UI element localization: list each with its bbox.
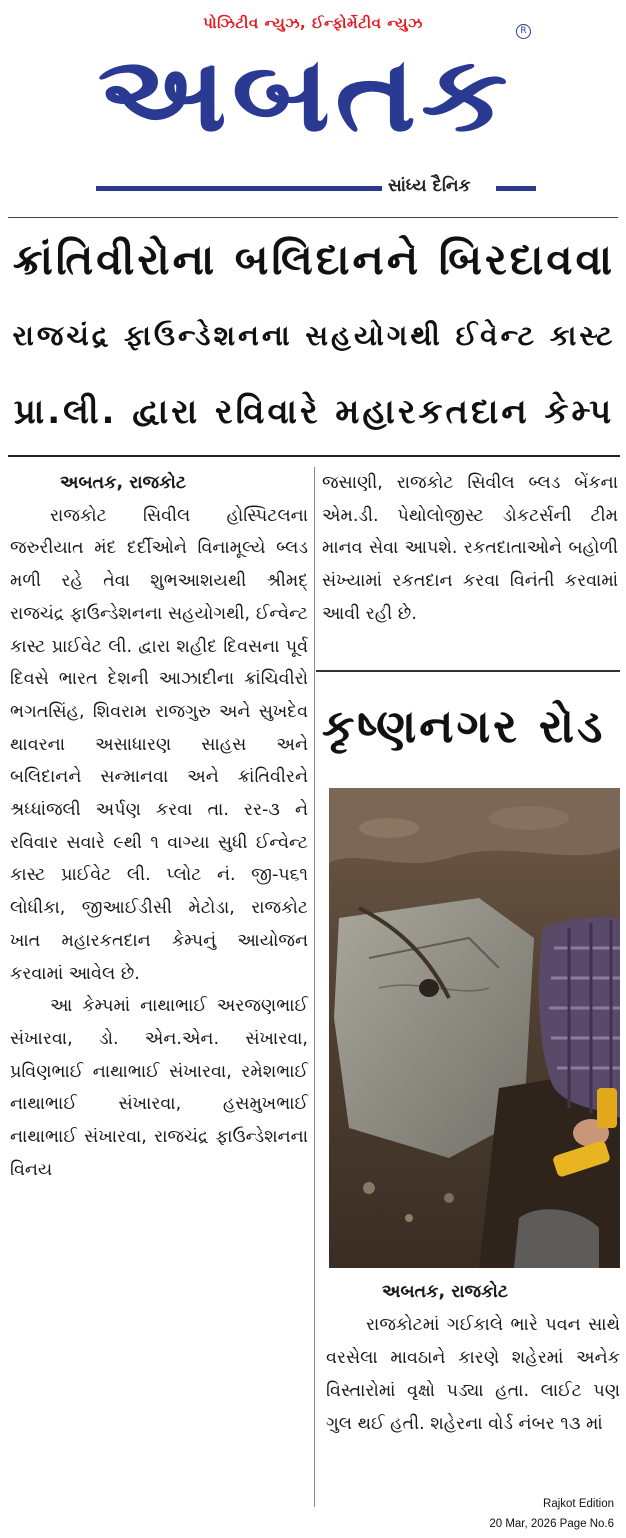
article-paragraph-3: જસાણી, રાજકોટ સિવીલ બ્લડ બેંકના એમ.ડી. પેથોલોજીસ્ટ ડોકટર્સની ટીમ માનવ સેવા આપશે. રકતદાતાઓને બહોળી સંખ્યામાં રકતદાન કરવા વિનંતી કરવામાં આવી રહી છે.: [322, 473, 618, 624]
headline: [8, 222, 620, 450]
headline-line-2: રાજચંદ્ર ફાઉન્ડેશનના સહયોગથી ઈવેન્ટ કાસ્ટ: [12, 319, 616, 352]
brand-logo: અબતક: [97, 33, 513, 155]
edition-name: Rajkot Edition: [543, 1498, 614, 1510]
masthead-subline: સાંધ્ય દૈનિક: [388, 176, 471, 196]
right-column-rule: [316, 670, 620, 672]
photo-story-title: કૃષ્ણનગર રોડ: [322, 699, 606, 753]
photo-illustration: [329, 788, 620, 1268]
headline-line-3: પ્રા.લી. દ્વારા રવિવારે મહારકતદાન કેમ્પ: [13, 392, 615, 432]
photo-story-text: રાજકોટમાં ગઈકાલે ભારે પવન સાથે વરસેલા માવઠાને કારણે શહેરમાં અનેક વિસ્તારોમાં વૃક્ષો પડ્યા હતા. લાઈટ પણ ગુલ થઈ હતી. શહેરના વોર્ડ નંબર ૧૩ માં: [326, 1315, 620, 1434]
headline-line-1: ક્રાંતિવીરોના બલિદાનને બિરદાવવા: [12, 235, 616, 284]
fallen-tree-photo: [329, 788, 620, 1268]
article-left-column: [10, 467, 308, 1186]
photo-story-body: [326, 1276, 620, 1441]
masthead-bar-left: [96, 186, 382, 191]
edition-date-page: 20 Mar, 2026 Page No.6: [489, 1518, 614, 1530]
article-dateline: અબતક, રાજકોટ: [60, 473, 187, 493]
registered-mark: R: [516, 24, 531, 39]
article-right-column: [322, 467, 618, 631]
article-paragraph-1: રાજકોટ સિવીલ હોસ્પિટલના જરુરીયાત મંદ દર્દીઓને વિનામૂલ્યે બ્લડ મળી રહે તેવા શુભઆશયથી શ્રીમદ્ રાજચંદ્ર ફાઉન્ડેશનના સહયોગથી, ઈન્વેન્ટ કાસ્ટ પ્રાઈવેટ લી. દ્વારા શહીદ દિવસના પૂર્વ દિવસે ભારત દેશની આઝાદીના ક્રાંચિવીરો ભગતસિંહ, શિવરામ રાજગુરુ અને સુખદેવ થાવરના અસાધારણ સાહસ અને બલિદાનને સન્માનવા અને ક્રાંતિવીરને શ્રધ્ધાંજલી અર્પણ કરવા તા. રર-૩ ને રવિવાર સવારે ૯થી ૧ વાગ્યા સુધી ઈન્વેન્ટ કાસ્ટ પ્રાઈવેટ લી. પ્લોટ નં. જી-પ૬૧ લોધીકા, જીઆઈડીસી મેટોડા, રાજકોટ ખાત મહારકતદાન કેમ્પનું આયોજન કરવામાં આવેલ છે.: [10, 505, 308, 984]
edition-footer: [489, 1494, 614, 1534]
tagline: પોઝિટીવ ન્યુઝ, ઈન્ફોર્મેટીવ ન્યુઝ: [203, 14, 423, 32]
article-paragraph-2: આ કેમ્પમાં નાથાભાઈ અરજણભાઈ સંખારવા, ડો. એન.એન. સંખારવા, પ્રવિણભાઈ નાથાભાઈ સંખારવા, રમેશભાઈ નાથાભાઈ સંખારવા, હસમુખભાઈ નાથાભાઈ સંખારવા, રાજચંદ્ર ફાઉન્ડેશનના વિનય: [10, 996, 308, 1180]
masthead-bar-right: [496, 186, 536, 191]
headline-rule: [8, 455, 620, 457]
photo-story-dateline: અબતક, રાજકોટ: [382, 1282, 509, 1302]
column-divider: [314, 467, 315, 1507]
masthead: [0, 0, 626, 215]
top-rule: [8, 217, 618, 218]
